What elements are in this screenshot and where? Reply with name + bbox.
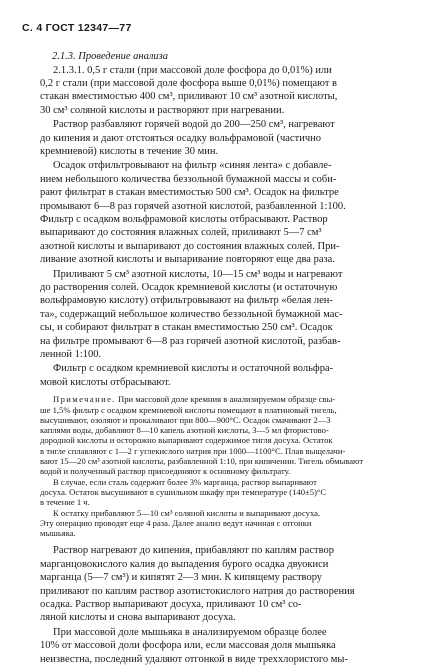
note-3: К остатку прибавляют 5—10 см³ соляной кислоты и выпаривают досуха. Эту операцию проводят еще 4 раза. Далее анализ ведут начиная с отгонки мышьяка. xyxy=(40,507,321,539)
document-body xyxy=(40,50,412,666)
paragraph: Приливают 5 см³ азотной кислоты, 10—15 см³ воды и нагревают до растворения солей. Осадок кремниевой кислоты (и остаточную вольфрамовую кислоту) отфильтровывают на фильтр «белая лен- та», содержащий небольшое количество беззольной бумажной мас- сы, и собирают фильтрат в стакан вместимостью 250 см³. Осадок на фильтре промывают 6—8 раз горячей азотной кислотой, разбав- ленной 1:100. xyxy=(40,268,343,361)
paragraph: 2.1.3.1. 0,5 г стали (при массовой доле фосфора до 0,01%) или 0,2 г стали (при массовой доле фосфора выше 0,01%) помещают в стакан вместимостью 400 см³, приливают 10 см³ азотной кислоты, 30 см³ соляной кислоты и растворяют при нагревании. xyxy=(40,64,338,116)
note-2: В случае, если сталь содержит более 3% марганца, раствор выпаривают досуха. Остаток высушивают в сушильном шкафу при температуре (140±5)°С в течение 1 ч. xyxy=(40,476,327,508)
paragraph: При массовой доле мышьяка в анализируемом образце более 10% от массовой доли фосфора или, если массовая доля мышьяка неизвестна, последний удаляют отгонкой в виде треххлористого мы- xyxy=(40,626,348,665)
note-label: Примечание. xyxy=(53,394,116,405)
paragraph: Раствор разбавляют горячей водой до 200—250 см³, нагревают до кипения и дают отстояться осадку вольфрамовой (частично кремниевой) кислоты в течение 30 мин. xyxy=(40,119,335,157)
note-1 xyxy=(40,394,412,476)
paragraph: Осадок отфильтровывают на фильтр «синяя лента» с добавле- нием небольшого количества беззольной бумажной массы и соби- рают фильтрат в стакан вместимостью 500 см³. Осадок на фильтре промывают 6—8 раз горячей азотной кислотой, разбавленной 1:100. Фильтр с осадком вольфрамовой кислоты отбрасывают. Раствор выпаривают до состояния влажных солей, приливают 5—7 см³ азотной кислоты и выпаривают до состояния влажных солей. При- ливание азотной кислоты и выпаривание повторяют еще два раза. xyxy=(40,160,346,266)
page-header: С. 4 ГОСТ 12347—77 xyxy=(22,22,132,34)
section-heading: 2.1.3. Проведение анализа xyxy=(52,51,169,62)
paragraph: Фильтр с осадком кремниевой кислоты и остаточной вольфра- мовой кислоты отбрасывают. xyxy=(40,363,334,388)
note-text: При массовой доле кремния в анализируемом образце свы- ше 1,5% фильтр с осадком кремниевой кислоты помещают в платиновый тигель, высушивают, озоляют и прокаливают при 800—900°С. Осадок смачивают 2—3 каплями воды, добавляют 8—10 капель азотной кислоты, 3—5 мл фтористово- дородной кислоты и осторожно выпаривают содержимое тигля досуха. Остаток в тигле сплавляют с 1—2 г углекислого натрия при 1000—1100°С. Плав выщелачи- вают 15—20 см³ азотной кислоты, разбавленной 1:10, при кипячении. Тигель обмывают водой и полученный раствор присоединяют к основному фильтрату. xyxy=(40,394,364,477)
paragraph: Раствор нагревают до кипения, прибавляют по каплям раствор марганцовокислого калия до выпадения бурого осадка двуокиси марганца (5—7 см³) и кипятят 2—3 мин. К кипящему раствору приливают по каплям раствор азотистокислого натрия до растворения осадка. Раствор выпаривают досуха, приливают 10 см³ со- ляной кислоты и снова выпаривают досуха. xyxy=(40,545,355,624)
